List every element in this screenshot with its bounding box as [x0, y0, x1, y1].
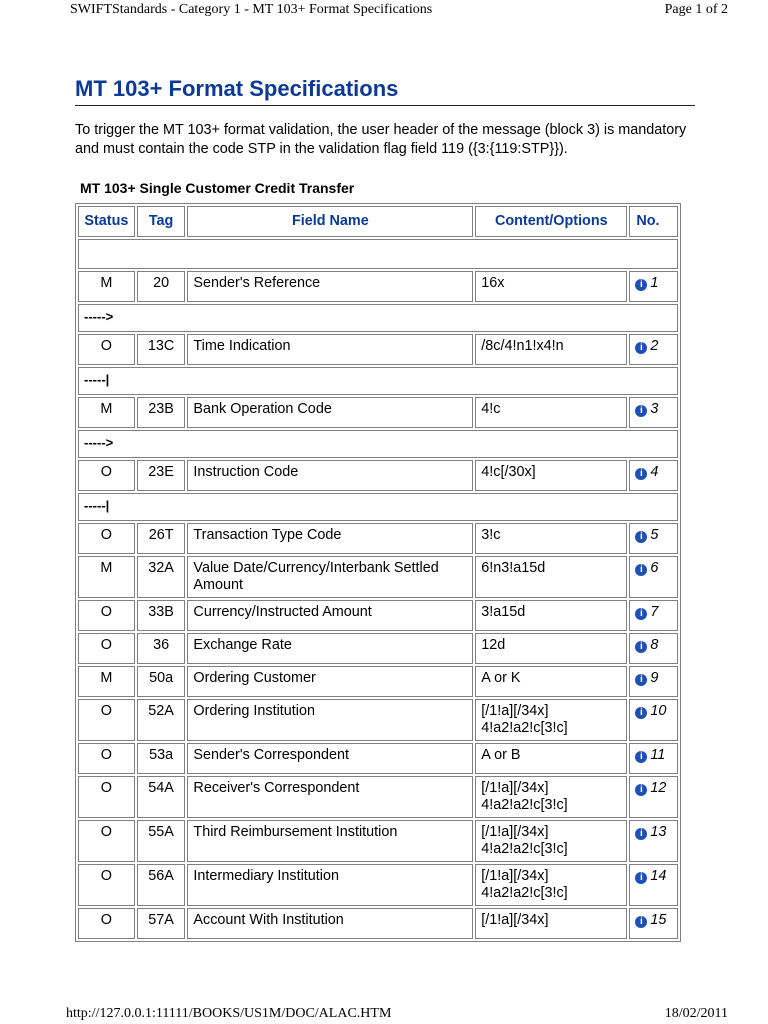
table-row-sequence-marker	[78, 493, 678, 521]
content-line: [/1!a][/34x]	[481, 703, 549, 719]
field-number-link[interactable]: 5	[650, 527, 659, 543]
info-icon[interactable]: i	[635, 872, 647, 884]
footer-url: http://127.0.0.1:11111/BOOKS/US1M/DOC/ALAC.HTM	[66, 1006, 392, 1021]
number-cell[interactable]	[629, 864, 678, 906]
format-spec-table	[75, 203, 681, 942]
content-line: 4!a2!a2!c[3!c]	[481, 797, 568, 813]
tag-cell: 52A	[137, 699, 186, 741]
content-line: 4!a2!a2!c[3!c]	[481, 841, 568, 857]
info-icon[interactable]: i	[635, 916, 647, 928]
field-name-cell: Third Reimbursement Institution	[187, 820, 473, 862]
table-row-sequence-marker	[78, 367, 678, 395]
field-name-cell: Value Date/Currency/Interbank Settled Amount	[187, 556, 473, 598]
info-icon[interactable]: i	[635, 564, 647, 576]
col-header-content-options: Content/Options	[475, 206, 627, 237]
info-icon[interactable]: i	[635, 784, 647, 796]
number-cell[interactable]	[629, 556, 678, 598]
table-row	[78, 334, 678, 365]
table-row	[78, 271, 678, 302]
status-cell: O	[78, 776, 135, 818]
content-options-cell: A or K	[475, 666, 627, 697]
info-icon[interactable]: i	[635, 468, 647, 480]
info-icon[interactable]: i	[635, 707, 647, 719]
tag-cell: 55A	[137, 820, 186, 862]
content-options-cell: 16x	[475, 271, 627, 302]
table-caption: MT 103+ Single Customer Credit Transfer	[80, 180, 355, 196]
field-number-link[interactable]: 12	[650, 780, 667, 796]
status-cell: O	[78, 633, 135, 664]
tag-cell: 53a	[137, 743, 186, 774]
info-icon[interactable]: i	[635, 405, 647, 417]
content-line: [/1!a][/34x]	[481, 824, 549, 840]
table-row	[78, 743, 678, 774]
content-options-cell: 4!c	[475, 397, 627, 428]
info-icon[interactable]: i	[635, 828, 647, 840]
col-header-status: Status	[78, 206, 135, 237]
field-number-link[interactable]: 11	[650, 747, 666, 763]
number-cell[interactable]	[629, 908, 678, 939]
info-icon[interactable]: i	[635, 531, 647, 543]
col-header-no: No.	[629, 206, 678, 237]
sequence-marker: -----|	[78, 367, 678, 395]
field-name-cell: Currency/Instructed Amount	[187, 600, 473, 631]
content-options-cell: /8c/4!n1!x4!n	[475, 334, 627, 365]
table-row	[78, 397, 678, 428]
status-cell: M	[78, 556, 135, 598]
info-icon[interactable]: i	[635, 674, 647, 686]
content-options-cell: 4!c[/30x]	[475, 460, 627, 491]
status-cell: O	[78, 460, 135, 491]
content-line: 4!a2!a2!c[3!c]	[481, 720, 568, 736]
field-name-cell: Ordering Customer	[187, 666, 473, 697]
number-cell[interactable]	[629, 776, 678, 818]
page-header	[0, 0, 768, 22]
table-row	[78, 460, 678, 491]
status-cell: O	[78, 908, 135, 939]
content-options-cell: 3!a15d	[475, 600, 627, 631]
tag-cell: 26T	[137, 523, 186, 554]
table-row	[78, 820, 678, 862]
table-row-sequence-marker	[78, 304, 678, 332]
field-name-cell: Account With Institution	[187, 908, 473, 939]
tag-cell: 23B	[137, 397, 186, 428]
content-options-cell: 6!n3!a15d	[475, 556, 627, 598]
field-number-link[interactable]: 2	[650, 338, 659, 354]
table-row	[78, 776, 678, 818]
number-cell[interactable]	[629, 271, 678, 302]
content-options-cell: 12d	[475, 633, 627, 664]
status-cell: O	[78, 820, 135, 862]
field-number-link[interactable]: 7	[650, 604, 659, 620]
info-icon[interactable]: i	[635, 751, 647, 763]
number-cell[interactable]	[629, 460, 678, 491]
status-cell: O	[78, 523, 135, 554]
field-number-link[interactable]: 1	[650, 275, 659, 291]
field-number-link[interactable]: 3	[650, 401, 659, 417]
field-number-link[interactable]: 9	[650, 670, 659, 686]
field-name-cell: Receiver's Correspondent	[187, 776, 473, 818]
field-number-link[interactable]: 13	[650, 824, 667, 840]
status-cell: O	[78, 334, 135, 365]
sequence-marker: -----|	[78, 493, 678, 521]
intro-paragraph: To trigger the MT 103+ format validation, the user header of the message (block 3) is mandatory and must contain the code STP in the validation flag field 119 ({3:{119:STP}}).	[75, 122, 687, 157]
tag-cell: 36	[137, 633, 186, 664]
page-title: MT 103+ Format Specifications	[75, 76, 695, 106]
table-row	[78, 633, 678, 664]
content-options-cell	[475, 864, 627, 906]
page-footer	[0, 1006, 768, 1024]
content-options-cell	[475, 776, 627, 818]
tag-cell: 32A	[137, 556, 186, 598]
number-cell[interactable]	[629, 820, 678, 862]
table-row	[78, 699, 678, 741]
col-header-tag: Tag	[137, 206, 186, 237]
sequence-marker: ----->	[78, 430, 678, 458]
number-cell[interactable]	[629, 743, 678, 774]
field-name-cell: Intermediary Institution	[187, 864, 473, 906]
tag-cell: 23E	[137, 460, 186, 491]
status-cell: M	[78, 397, 135, 428]
content-line: [/1!a][/34x]	[481, 868, 549, 884]
table-header-row	[78, 206, 678, 237]
status-cell: M	[78, 666, 135, 697]
table-row	[78, 556, 678, 598]
content-line: 4!a2!a2!c[3!c]	[481, 885, 568, 901]
field-name-cell: Sender's Correspondent	[187, 743, 473, 774]
number-cell[interactable]	[629, 523, 678, 554]
sequence-marker: ----->	[78, 304, 678, 332]
empty-cell	[78, 239, 678, 269]
number-cell[interactable]	[629, 397, 678, 428]
field-name-cell: Time Indication	[187, 334, 473, 365]
header-page-number: Page 1 of 2	[664, 2, 728, 17]
table-row	[78, 864, 678, 906]
number-cell[interactable]	[629, 334, 678, 365]
tag-cell: 57A	[137, 908, 186, 939]
table-row-sequence-marker	[78, 430, 678, 458]
field-name-cell: Ordering Institution	[187, 699, 473, 741]
field-number-link[interactable]: 8	[650, 637, 659, 653]
table-row-empty	[78, 239, 678, 269]
status-cell: M	[78, 271, 135, 302]
table-row	[78, 523, 678, 554]
header-document-title: SWIFTStandards - Category 1 - MT 103+ Format Specifications	[70, 2, 433, 17]
status-cell: O	[78, 600, 135, 631]
info-icon[interactable]: i	[635, 608, 647, 620]
field-number-link[interactable]: 6	[650, 560, 659, 576]
field-name-cell: Bank Operation Code	[187, 397, 473, 428]
number-cell[interactable]	[629, 633, 678, 664]
field-number-link[interactable]: 10	[650, 703, 667, 719]
status-cell: O	[78, 699, 135, 741]
footer-date: 18/02/2011	[664, 1006, 728, 1021]
tag-cell: 20	[137, 271, 186, 302]
info-icon[interactable]: i	[635, 279, 647, 291]
col-header-field-name: Field Name	[187, 206, 473, 237]
content-options-cell: [/1!a][/34x]	[475, 908, 627, 939]
tag-cell: 13C	[137, 334, 186, 365]
table-row	[78, 600, 678, 631]
tag-cell: 56A	[137, 864, 186, 906]
status-cell: O	[78, 864, 135, 906]
number-cell[interactable]	[629, 699, 678, 741]
number-cell[interactable]	[629, 666, 678, 697]
field-name-cell: Transaction Type Code	[187, 523, 473, 554]
spec-table-container	[75, 203, 681, 943]
tag-cell: 33B	[137, 600, 186, 631]
number-cell[interactable]	[629, 600, 678, 631]
field-number-link[interactable]: 4	[650, 464, 659, 480]
field-number-link[interactable]: 14	[650, 868, 667, 884]
info-icon[interactable]: i	[635, 342, 647, 354]
field-name-cell: Exchange Rate	[187, 633, 473, 664]
field-name-cell: Instruction Code	[187, 460, 473, 491]
table-row	[78, 666, 678, 697]
content-options-cell	[475, 699, 627, 741]
content-options-cell: 3!c	[475, 523, 627, 554]
content-line: [/1!a][/34x]	[481, 780, 549, 796]
content-options-cell	[475, 820, 627, 862]
field-number-link[interactable]: 15	[650, 912, 667, 928]
tag-cell: 50a	[137, 666, 186, 697]
table-row	[78, 908, 678, 939]
content-options-cell: A or B	[475, 743, 627, 774]
tag-cell: 54A	[137, 776, 186, 818]
info-icon[interactable]: i	[635, 641, 647, 653]
field-name-cell: Sender's Reference	[187, 271, 473, 302]
table-body	[78, 239, 678, 939]
status-cell: O	[78, 743, 135, 774]
